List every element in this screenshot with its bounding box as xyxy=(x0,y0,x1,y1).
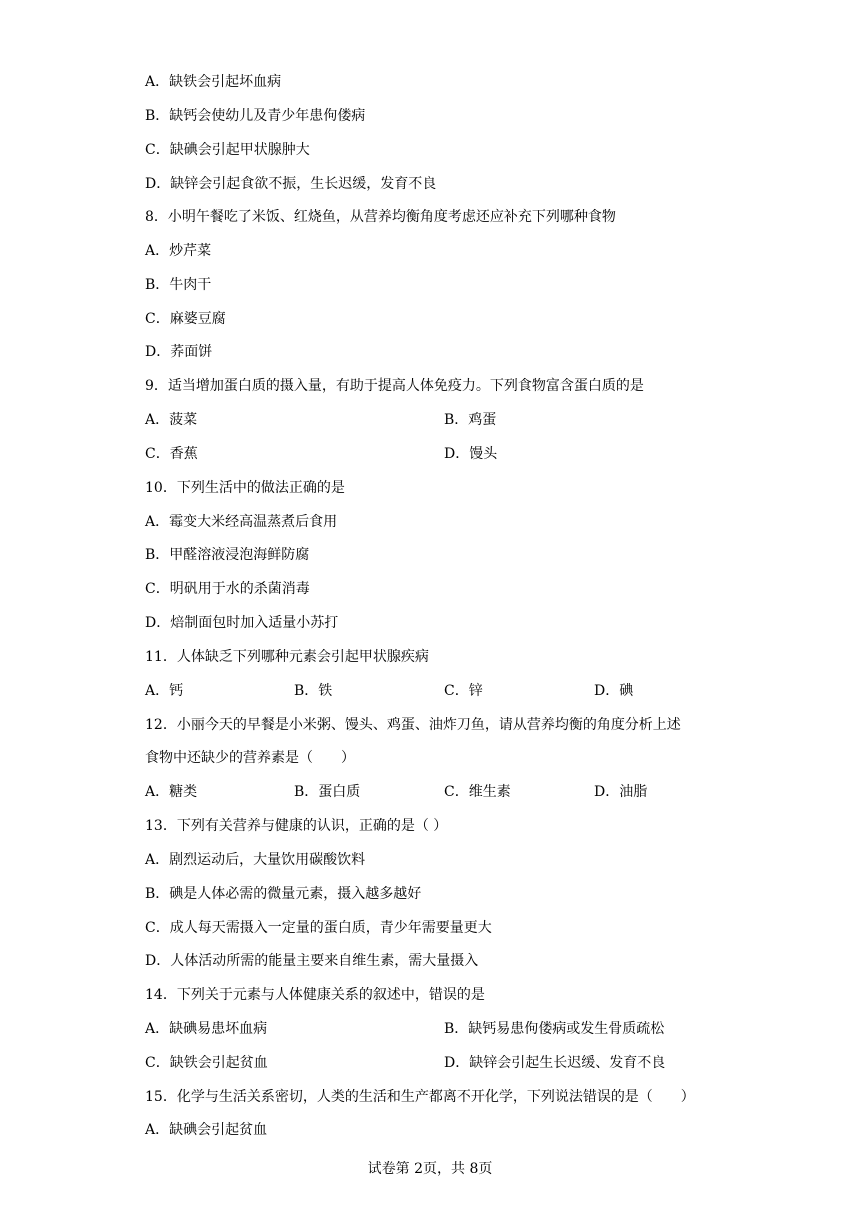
q15-stem: 15．化学与生活关系密切，人类的生活和生产都离不开化学，下列说法错误的是（ ） xyxy=(145,1089,695,1105)
q11-option-a: A．钙 xyxy=(145,683,184,699)
q9-option-a: A．菠菜 xyxy=(145,412,198,428)
q14-option-b: B．缺钙易患佝偻病或发生骨质疏松 xyxy=(444,1021,665,1037)
q10-option-d: D．焙制面包时加入适量小苏打 xyxy=(145,615,339,631)
q13-option-a: A．剧烈运动后，大量饮用碳酸饮料 xyxy=(145,852,366,868)
q10-option-a: A．霉变大米经高温蒸煮后食用 xyxy=(145,514,338,530)
q11-option-b: B．铁 xyxy=(294,683,333,699)
q8-option-d: D．荞面饼 xyxy=(145,344,213,360)
q7-option-c: C．缺碘会引起甲状腺肿大 xyxy=(145,142,310,158)
q8-stem: 8．小明午餐吃了米饭、红烧鱼，从营养均衡角度考虑还应补充下列哪种食物 xyxy=(145,209,616,225)
q7-option-d: D．缺锌会引起食欲不振，生长迟缓，发育不良 xyxy=(145,176,437,192)
q12-stem-line1: 12．小丽今天的早餐是小米粥、馒头、鸡蛋、油炸刀鱼，请从营养均衡的角度分析上述 xyxy=(145,717,681,733)
q9-option-b: B．鸡蛋 xyxy=(444,412,497,428)
q9-stem: 9．适当增加蛋白质的摄入量，有助于提高人体免疫力。下列食物富含蛋白质的是 xyxy=(145,378,644,394)
q12-stem-line2: 食物中还缺少的营养素是（ ） xyxy=(145,750,355,766)
q10-stem: 10．下列生活中的做法正确的是 xyxy=(145,480,345,496)
q8-option-c: C．麻婆豆腐 xyxy=(145,311,226,327)
q14-stem: 14．下列关于元素与人体健康关系的叙述中，错误的是 xyxy=(145,987,485,1003)
q9-option-d: D．馒头 xyxy=(444,446,498,462)
q11-option-d: D．碘 xyxy=(594,683,634,699)
q14-option-c: C．缺铁会引起贫血 xyxy=(145,1055,268,1071)
q9-option-c: C．香蕉 xyxy=(145,446,198,462)
q10-option-b: B．甲醛溶液浸泡海鲜防腐 xyxy=(145,547,310,563)
q14-option-d: D．缺锌会引起生长迟缓、发育不良 xyxy=(444,1055,666,1071)
q10-option-c: C．明矾用于水的杀菌消毒 xyxy=(145,581,310,597)
page-footer: 试卷第 2页，共 8页 xyxy=(367,1161,493,1177)
q8-option-b: B．牛肉干 xyxy=(145,277,212,293)
q12-option-d: D．油脂 xyxy=(594,784,648,800)
q13-option-b: B．碘是人体必需的微量元素，摄入越多越好 xyxy=(145,886,422,902)
q7-option-a: A．缺铁会引起坏血病 xyxy=(145,74,282,90)
q11-option-c: C．锌 xyxy=(444,683,483,699)
q8-option-a: A．炒芹菜 xyxy=(145,243,212,259)
q11-stem: 11．人体缺乏下列哪种元素会引起甲状腺疾病 xyxy=(145,649,429,665)
q13-stem: 13．下列有关营养与健康的认识，正确的是（ ） xyxy=(145,818,448,834)
q13-option-c: C．成人每天需摄入一定量的蛋白质，青少年需要量更大 xyxy=(145,920,492,936)
q13-option-d: D．人体活动所需的能量主要来自维生素，需大量摄入 xyxy=(145,953,479,969)
q15-option-a: A．缺碘会引起贫血 xyxy=(145,1122,268,1138)
q12-option-c: C．维生素 xyxy=(444,784,511,800)
q12-option-b: B．蛋白质 xyxy=(294,784,361,800)
q14-option-a: A．缺碘易患坏血病 xyxy=(145,1021,268,1037)
q7-option-b: B．缺钙会使幼儿及青少年患佝偻病 xyxy=(145,108,366,124)
q12-option-a: A．糖类 xyxy=(145,784,198,800)
